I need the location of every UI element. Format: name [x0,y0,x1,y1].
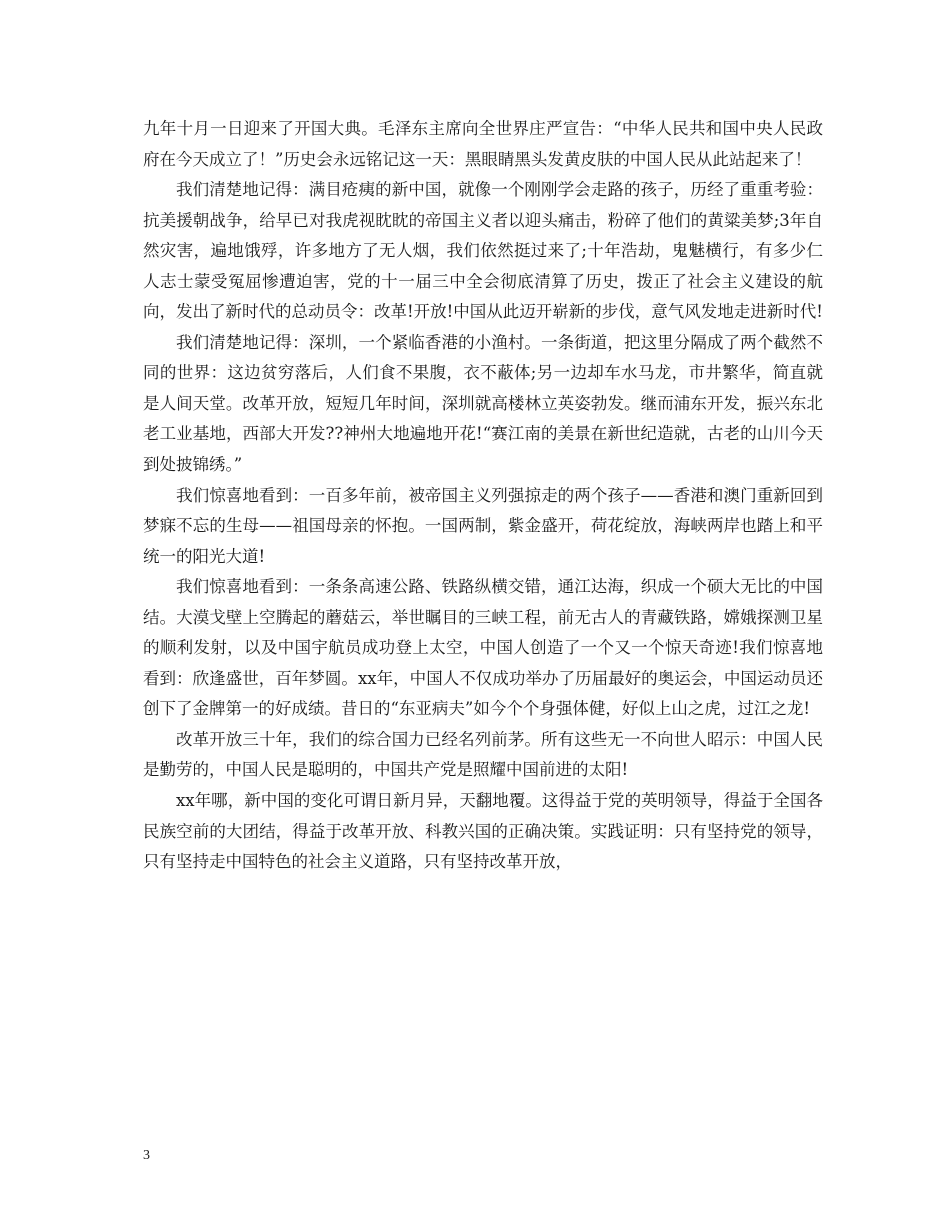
body-text [143,114,823,878]
paragraph: 我们清楚地记得：满目疮痍的新中国，就像一个刚刚学会走路的孩子，历经了重重考验：抗美援朝战争，给早已对我虎视眈眈的帝国主义者以迎头痛击，粉碎了他们的黄粱美梦;3年自然灾害，遍地饿殍，许多地方了无人烟，我们依然挺过来了;十年浩劫，鬼魅横行，有多少仁人志士蒙受冤屈惨遭迫害，党的十一届三中全会彻底清算了历史，拨正了社会主义建设的航向，发出了新时代的总动员令：改革!开放!中国从此迈开崭新的步伐，意气风发地走进新时代! [143,180,823,322]
page-number: 3 [143,1148,150,1163]
paragraph: 九年十月一日迎来了开国大典。毛泽东主席向全世界庄严宣告：“中华人民共和国中央人民政府在今天成立了！”历史会永远铭记这一天：黑眼睛黑头发黄皮肤的中国人民从此站起来了！ [143,119,823,169]
paragraph: 我们惊喜地看到：一百多年前，被帝国主义列强掠走的两个孩子——香港和澳门重新回到梦寐不忘的生母——祖国母亲的怀抱。一国两制，紫金盛开，荷花绽放，海峡两岸也踏上和平统一的阳光大道! [143,485,823,566]
paragraph: 改革开放三十年，我们的综合国力已经名列前茅。所有这些无一不向世人昭示：中国人民是勤劳的，中国人民是聪明的，中国共产党是照耀中国前进的太阳! [143,729,823,780]
paragraph: 我们惊喜地看到：一条条高速公路、铁路纵横交错，通江达海，织成一个硕大无比的中国结。大漠戈壁上空腾起的蘑菇云，举世瞩目的三峡工程，前无古人的青藏铁路，嫦娥探测卫星的顺利发射，以及中国宇航员成功登上太空，中国人创造了一个又一个惊天奇迹!我们惊喜地看到：欣逢盛世，百年梦圆。xx年，中国人不仅成功举办了历届最好的奥运会，中国运动员还创下了金牌第一的好成绩。昔日的“东亚病夫”如今个个身强体健，好似上山之虎，过江之龙! [143,577,823,719]
paragraph: xx年哪，新中国的变化可谓日新月异，天翻地覆。这得益于党的英明领导，得益于全国各民族空前的大团结，得益于改革开放、科教兴国的正确决策。实践证明：只有坚持党的领导，只有坚持走中国特色的社会主义道路，只有坚持改革开放， [143,791,823,872]
paragraph: 我们清楚地记得：深圳，一个紧临香港的小渔村。一条街道，把这里分隔成了两个截然不同的世界：这边贫穷落后，人们食不果腹，衣不蔽体;另一边却车水马龙，市井繁华，简直就是人间天堂。改革开放，短短几年时间，深圳就高楼林立英姿勃发。继而浦东开发，振兴东北老工业基地，西部大开发??神州大地遍地开花!“赛江南的美景在新世纪造就，古老的山川今天到处披锦绣。” [143,332,823,475]
